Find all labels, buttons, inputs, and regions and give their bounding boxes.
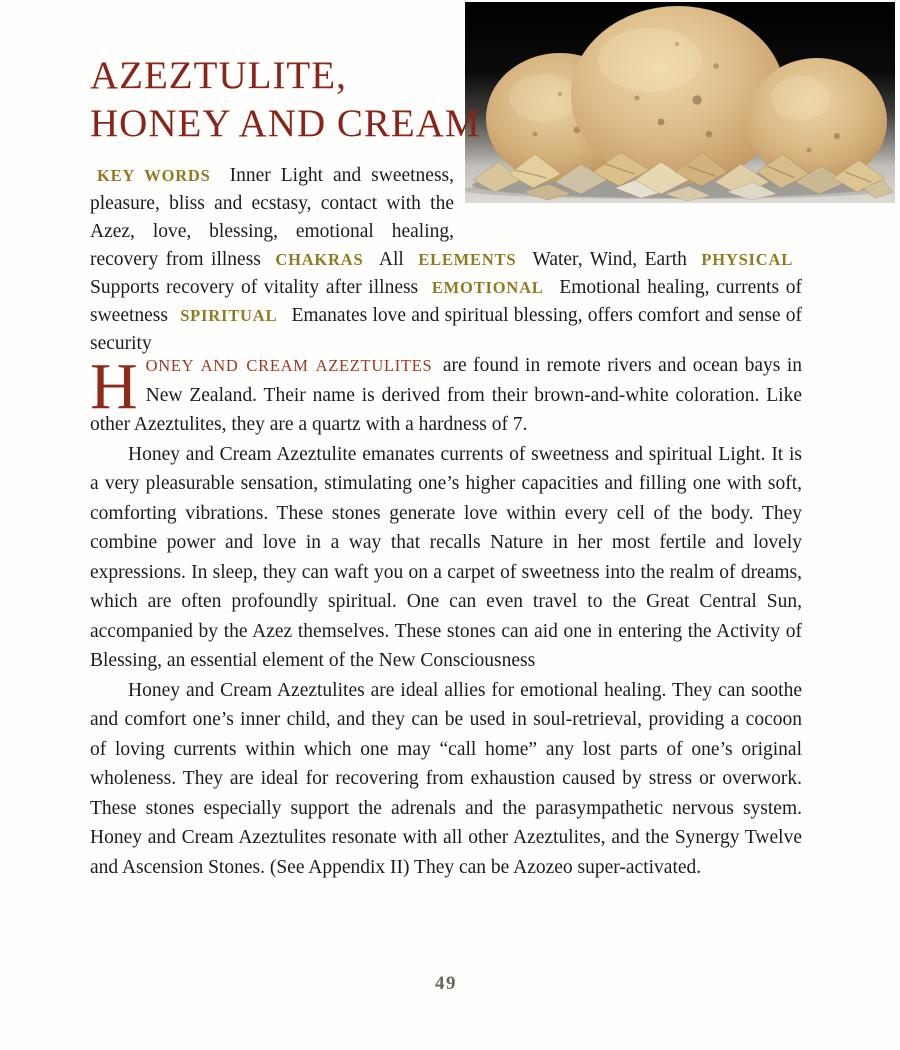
chakras-text: All bbox=[378, 249, 404, 270]
emotional-text: Emotional healing, currents of sweetness bbox=[90, 277, 803, 326]
paragraph-1 bbox=[90, 351, 802, 440]
page-title-line2: HONEY AND CREAM bbox=[90, 102, 481, 145]
keywords-segment bbox=[268, 249, 411, 270]
page-title bbox=[90, 52, 481, 148]
elements-text: Water, Wind, Earth bbox=[532, 249, 687, 270]
keywords-block bbox=[90, 162, 802, 358]
keywords-segment bbox=[411, 249, 694, 270]
keywords-segment bbox=[90, 305, 802, 354]
photo-wrap-spacer bbox=[454, 162, 802, 220]
drop-cap: H bbox=[90, 350, 138, 423]
page-number: 49 bbox=[435, 973, 457, 994]
spiritual-label: SPIRITUAL bbox=[180, 306, 278, 325]
paragraph-2: Honey and Cream Azeztulite emanates currents of sweetness and spiritual Light. It is a very pleasurable sensation, stimulating one’s higher capacities and filling one with soft, comforting vibrations. These stones generate love within every cell of the body. They combine power and love in a way that recalls Nature in her most fertile and lovely expressions. In sleep, they can waft you on a carpet of sweetness into the realm of dreams, which are often profoundly spiritual. One can even travel to the Great Central Sun, accompanied by the Azez themselves. These stones can aid one in entering the Activity of Blessing, an essential element of the New Consciousness bbox=[90, 443, 802, 671]
elements-label: ELEMENTS bbox=[418, 250, 517, 269]
key-words-text: Inner Light and sweetness, pleasure, bliss and ecstasy, contact with the Azez, love, blessing, emotional healing, recovery from illness bbox=[90, 165, 455, 270]
physical-text: Supports recovery of vitality after illness bbox=[90, 277, 419, 298]
lead-small-caps: ONEY AND CREAM AZEZTULITES bbox=[145, 356, 433, 375]
paragraph-1-text: are found in remote rivers and ocean bays in New Zealand. Their name is derived from their brown-and-white coloration. Like other Azeztulites, they are a quartz with a hardness of 7. bbox=[90, 355, 802, 435]
key-words-label: KEY WORDS bbox=[97, 166, 211, 185]
page-title-line1: AZEZTULITE, bbox=[90, 54, 347, 97]
chakras-label: CHAKRAS bbox=[275, 250, 364, 269]
body-text bbox=[90, 351, 802, 882]
paragraph-3: Honey and Cream Azeztulites are ideal allies for emotional healing. They can soothe and comfort one’s inner child, and they can be used in soul-retrieval, providing a cocoon of loving currents within which one may “call home” any lost parts of one’s original wholeness. They are ideal for recovering from exhaustion caused by stress or overwork. These stones especially support the adrenals and the parasympathetic nervous system. Honey and Cream Azeztulites resonate with all other Azeztulites, and the Synergy Twelve and Ascension Stones. (See Appendix II) They can be Azozeo super-activated. bbox=[90, 679, 802, 878]
physical-label: PHYSICAL bbox=[701, 250, 794, 269]
emotional-label: EMOTIONAL bbox=[431, 278, 544, 297]
spiritual-text: Emanates love and spiritual blessing, offers comfort and sense of security bbox=[90, 305, 802, 354]
